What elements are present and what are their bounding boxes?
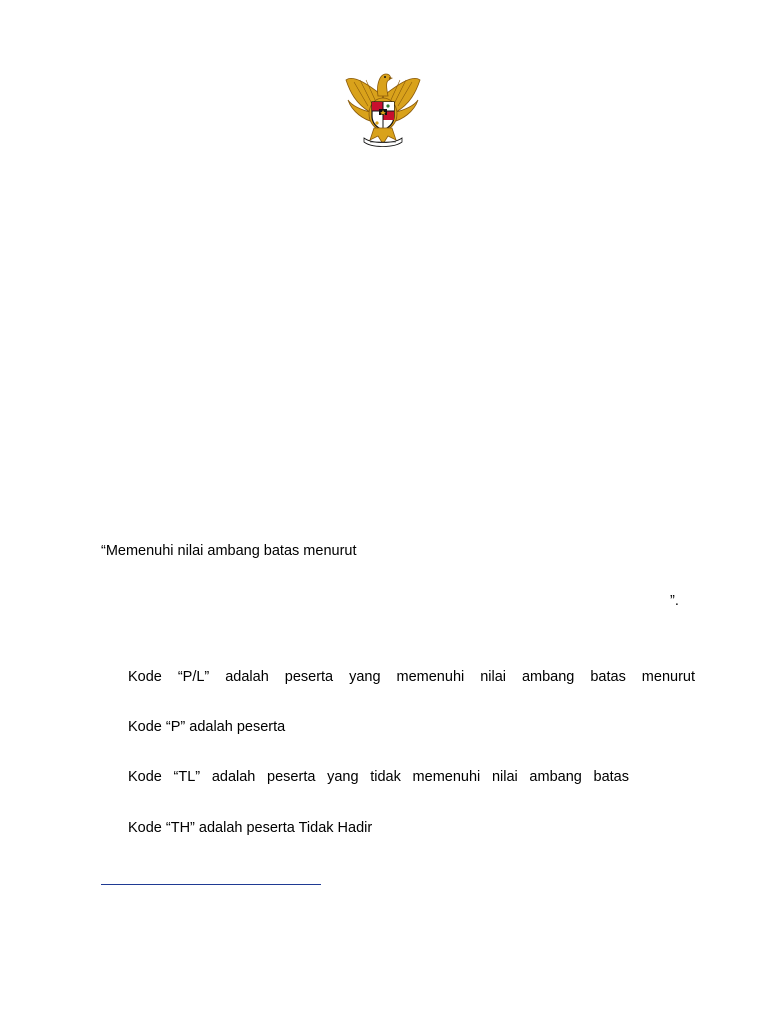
kode-pl-definition: Kode “P/L” adalah peserta yang memenuhi nilai ambang batas menurut [128,669,695,685]
footnote-separator [101,884,321,885]
kode-p-definition: Kode “P” adalah peserta [128,719,286,735]
garuda-emblem-icon [340,66,426,152]
kode-tl-definition: Kode “TL” adalah peserta yang tidak memenuhi nilai ambang batas [128,769,629,785]
closing-quote-mark: ”. [670,593,679,609]
quote-line-memenuhi: “Memenuhi nilai ambang batas menurut [101,543,357,559]
kode-th-definition: Kode “TH” adalah peserta Tidak Hadir [128,820,373,836]
